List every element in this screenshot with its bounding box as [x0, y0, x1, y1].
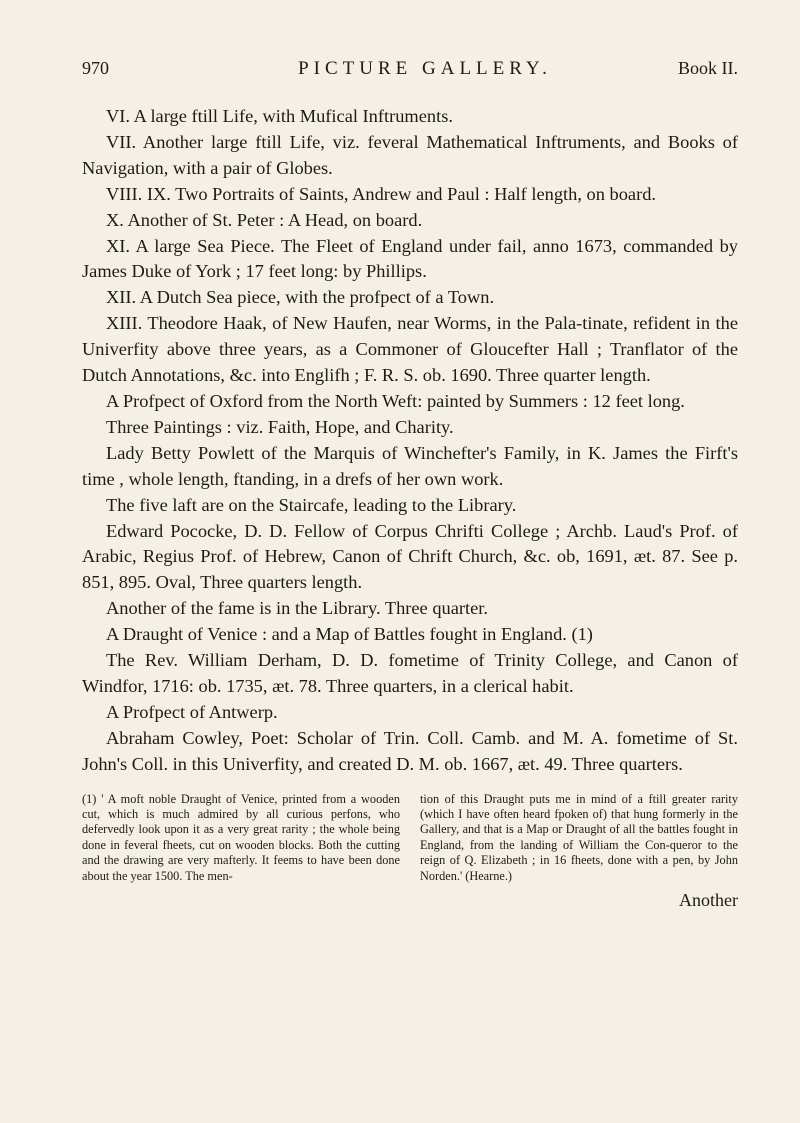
- entry: Edward Pococke, D. D. Fellow of Corpus Chrifti College ; Archb. Laud's Prof. of Arabic, Regius Prof. of Hebrew, Canon of Chrift Church, &c. ob, 1691, æt. 87. See p. 851, 895. Oval, Three quarters length.: [82, 520, 738, 593]
- entry: XI. A large Sea Piece. The Fleet of England under fail, anno 1673, commanded by James Duke of York ; 17 feet long: by Phillips.: [82, 235, 738, 282]
- entry: Three Paintings : viz. Faith, Hope, and Charity.: [106, 416, 454, 437]
- footnote-column-right: tion of this Draught puts me in mind of a ftill greater rarity (which I have often heard fpoken of) that hung formerly in the Gallery, and that is a Map or Draught of all the battles fought in England, from the landing of William the Con-queror to the reign of Q. Elizabeth ; in 16 fheets, done with a pen, by John Norden.' (Hearne.): [420, 791, 738, 883]
- entry: X. Another of St. Peter : A Head, on board.: [106, 209, 423, 230]
- entry: The Rev. William Derham, D. D. fometime of Trinity College, and Canon of Windfor, 1716: ob. 1735, æt. 78. Three quarters, in a clerical habit.: [82, 650, 738, 696]
- entry: Abraham Cowley, Poet: Scholar of Trin. Coll. Camb. and M. A. fometime of St. John's Coll. in this Univerfity, and created D. M. ob. 1667, æt. 49. Three quarters.: [82, 727, 738, 774]
- page-header: [82, 58, 738, 104]
- entry: VIII. IX. Two Portraits of Saints, Andrew and Paul : Half length, on board.: [106, 183, 657, 204]
- entry: The five laft are on the Staircafe, leading to the Library.: [106, 494, 517, 515]
- book-label: Book II.: [678, 58, 738, 78]
- page-number: 970: [82, 58, 109, 78]
- running-title: PICTURE GALLERY.: [298, 58, 552, 79]
- catalogue-entries: [82, 104, 738, 778]
- footnote: [82, 792, 738, 884]
- entry: XIII. Theodore Haak, of New Haufen, near Worms, in the Pala-tinate, refident in the Univerfity above three years, as a Commoner of Gloucefter Hall ; Tranflator of the Dutch Annotations, &c. into Englifh ; F. R. S. ob. 1690. Three quarter length.: [82, 313, 738, 386]
- entry: Another of the fame is in the Library. Three quarter.: [106, 598, 488, 619]
- entry: A Profpect of Oxford from the North Weft: painted by Summers : 12 feet long.: [106, 390, 685, 411]
- entry: VI. A large ftill Life, with Mufical Inftruments.: [106, 106, 453, 126]
- entry: XII. A Dutch Sea piece, with the profpect of a Town.: [106, 287, 495, 308]
- entry: A Profpect of Antwerp.: [106, 701, 278, 722]
- entry: A Draught of Venice : and a Map of Battles fought in England. (1): [106, 624, 593, 645]
- catchword: Another: [679, 890, 738, 910]
- footnote-column-left: (1) ' A moft noble Draught of Venice, printed from a wooden cut, which is much admired by all curious perfons, who defervedly look upon it as a very great rarity ; the whole being done in feveral fheets, cut on wooden blocks. Both the cutting and the drawing are very mafterly. It feems to have been done about the year 1500. The men-: [82, 791, 400, 883]
- entry: VII. Another large ftill Life, viz. feveral Mathematical Inftruments, and Books of Navigation, with a pair of Globes.: [82, 131, 738, 178]
- entry: Lady Betty Powlett of the Marquis of Winchefter's Family, in K. James the Firft's time , whole length, ftanding, in a drefs of her own work.: [82, 442, 738, 489]
